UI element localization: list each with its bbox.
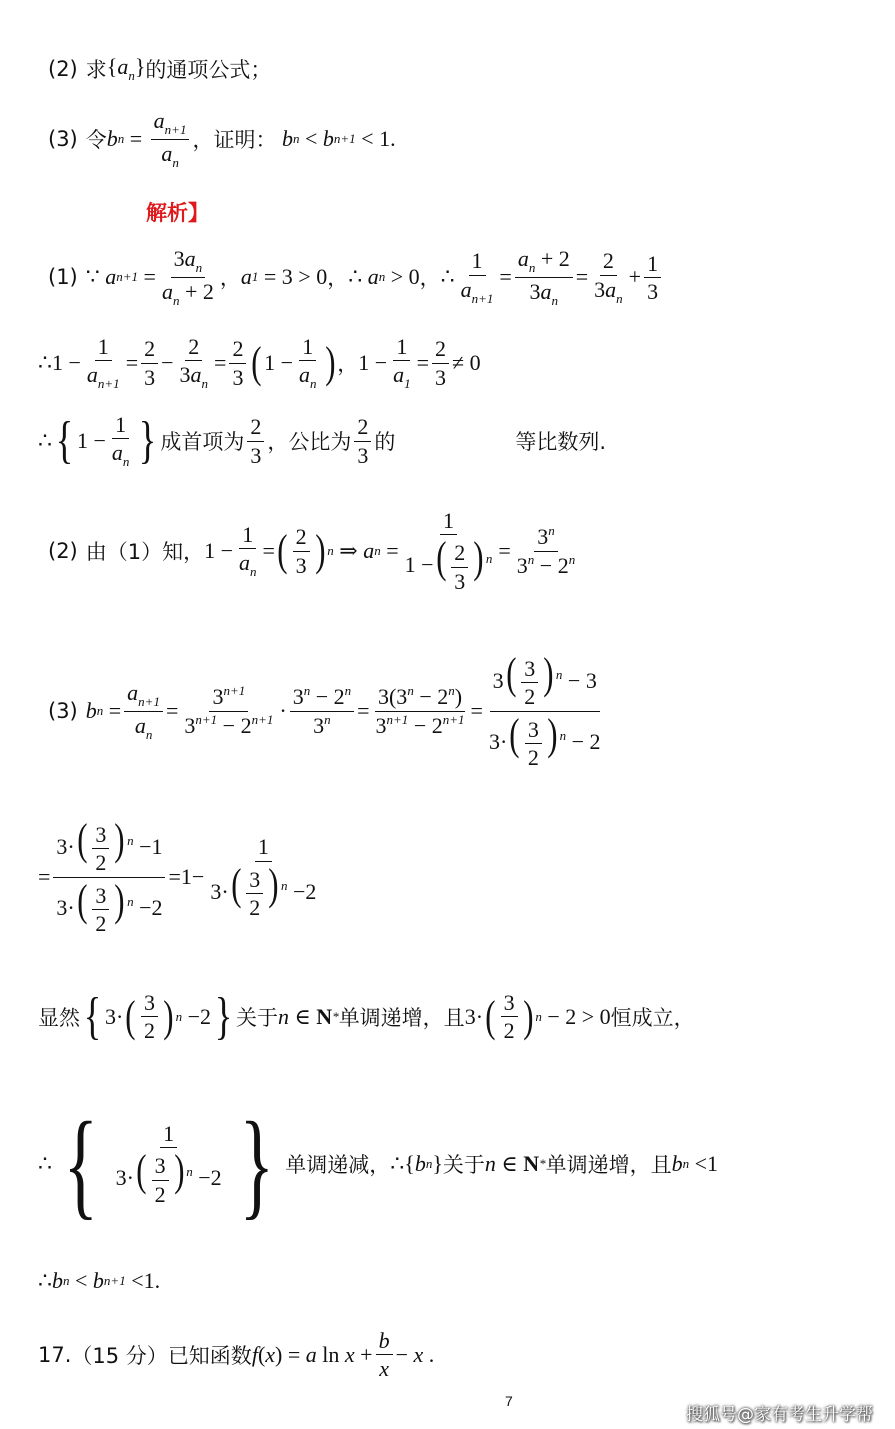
- conclusion-text-d: 等比数列.: [515, 430, 607, 455]
- question-2-label: (2): [48, 57, 78, 81]
- analysis-heading-text: 解析】: [146, 201, 209, 225]
- solution-1-label: (1): [48, 265, 78, 290]
- page-number: 7: [505, 1393, 513, 1409]
- solution-part-3-line: (3) b n = $\frac{a_{n+1}}{a_n}$ = $\frac{3^{n+1}}{3^{n+1} - 2^{n+1}}$ · $\frac{3^n - 2^n}{3^n}$ = $\frac{3(3^n - 2^n)}{3^{n+1} - 2^{n+1}}$ = 3( $\frac{3}{2}$ ) $^n$ − 3 3·( $\frac{3}{2}$ ) $^n$ − 2: [48, 649, 601, 771]
- solution-part-1-line: (1) ∵ a n+1 = $\frac{3a_n}{a_n + 2}$ ， a 1 = 3 > 0 ， ∴ a n > 0 ， ∴ $\frac{1}{a_{n+1}}$ = $\frac{a_n + 2}{3a_n}$ = $\frac{2}{3a_n}$ + $\frac{1}{3}$: [48, 246, 664, 309]
- solution-2-label: (2): [48, 539, 78, 564]
- question-17-label: 17.: [38, 1342, 72, 1367]
- conclusion-text-b: ，公比为: [267, 430, 352, 455]
- solution-2-text: 由（1）知，: [85, 540, 205, 565]
- occluded-region: [395, 427, 515, 455]
- monotonic-line: 显然 { 3· ( $\frac{3}{2}$ ) n −2 } 关于 n ∈ N * 单调递增，且 3· ( $\frac{3}{2}$ ) n − 2 > 0 恒成立，: [38, 987, 695, 1045]
- analysis-heading: [146, 197, 209, 227]
- monotonic-text-d: 恒成立，: [610, 1005, 695, 1030]
- comma: ，: [327, 266, 349, 291]
- conclusion-text-a: 成首项为: [160, 430, 245, 455]
- recurrence-fraction: $\frac{3a_n}{a_n + 2}$: [161, 246, 214, 308]
- question-2-text-b: 的通项公式；: [145, 58, 272, 82]
- question-17-line: 17. （15 分） 已知函数 f ( x ) = a ln x + $\frac{b}{x}$ − x .: [38, 1328, 435, 1382]
- sequence-an-set: $\{a_n\}$: [106, 54, 146, 83]
- comma: ，: [219, 266, 241, 291]
- solution-part-1-line-2: ∴1 − $\frac{1}{a_{n+1}}$ = $\frac{2}{3}$ − $\frac{2}{3a_n}$ = $\frac{2}{3}$ ( 1 − $\frac{1}{a_n}$ ) ， 1 − $\frac{1}{a_1}$ = $\frac{2}{3}$ ≠ 0: [38, 334, 481, 392]
- solution-3-label: (3): [48, 699, 78, 724]
- question-2-text-a: 求: [85, 58, 107, 82]
- comma: ，: [419, 266, 441, 291]
- final-conclusion-line: ∴ b n < b n+1 <1.: [38, 1268, 161, 1293]
- question-3-prove-text: ，证明：: [192, 128, 277, 153]
- comma: ，: [337, 352, 359, 377]
- bn-definition-fraction: $\frac{a_{n+1}}{a_n}$: [151, 108, 190, 171]
- decreasing-text-c: 单调递增，且: [545, 1153, 672, 1177]
- question-17-text: 已知函数: [167, 1343, 252, 1368]
- monotonic-text-a: 显然: [38, 1005, 80, 1030]
- solution-part-2-line: (2) 由（1）知， 1 − $\frac{1}{a_n}$ = ( $\frac{2}{3}$ ) n ⇒ a n = 1 1 −( $\frac{2}{3}$ ) $^n$ = $\frac{3^n}{3^n - 2^n}$: [48, 508, 576, 594]
- watermark: 搜狐号@家有考生升学帮: [686, 1405, 873, 1425]
- decreasing-text-b: 关于: [442, 1153, 485, 1177]
- question-2-line: [48, 54, 271, 84]
- question-3-label: (3): [48, 127, 78, 152]
- question-3-line: (3) 令 b n = $\frac{a_{n+1}}{a_n}$ ，证明： b n < b n+1 < 1.: [48, 108, 396, 170]
- monotonic-text-b: 关于: [236, 1005, 278, 1030]
- question-3-text-a: 令: [85, 128, 107, 153]
- solution-part-3-line-2: = 3·( $\frac{3}{2}$ ) $^n$ −1 3·( $\frac{3}{2}$ ) $^n$ −2 =1− 1 3·( $\frac{3}{2}$ ) $^n$ −2: [38, 815, 317, 937]
- monotonic-text-c: 单调递增，且: [338, 1005, 465, 1030]
- decreasing-text-a: 单调递减，: [285, 1153, 391, 1177]
- solution-part-1-conclusion: ∴ { 1 − $\frac{1}{a_n}$ } 成首项为 $\frac{2}{3}$ ，公比为 $\frac{2}{3}$ 的 等比数列.: [38, 412, 607, 470]
- decreasing-line: ∴ { 1 3·( $\frac{3}{2}$ ) $^n$ −2 } 单调递减， ∴{ b n } 关于 n ∈ N * 单调递增，且 b n <1: [38, 1097, 719, 1230]
- conclusion-text-c: 的: [374, 430, 396, 455]
- question-17-points: （15 分）: [71, 1343, 168, 1368]
